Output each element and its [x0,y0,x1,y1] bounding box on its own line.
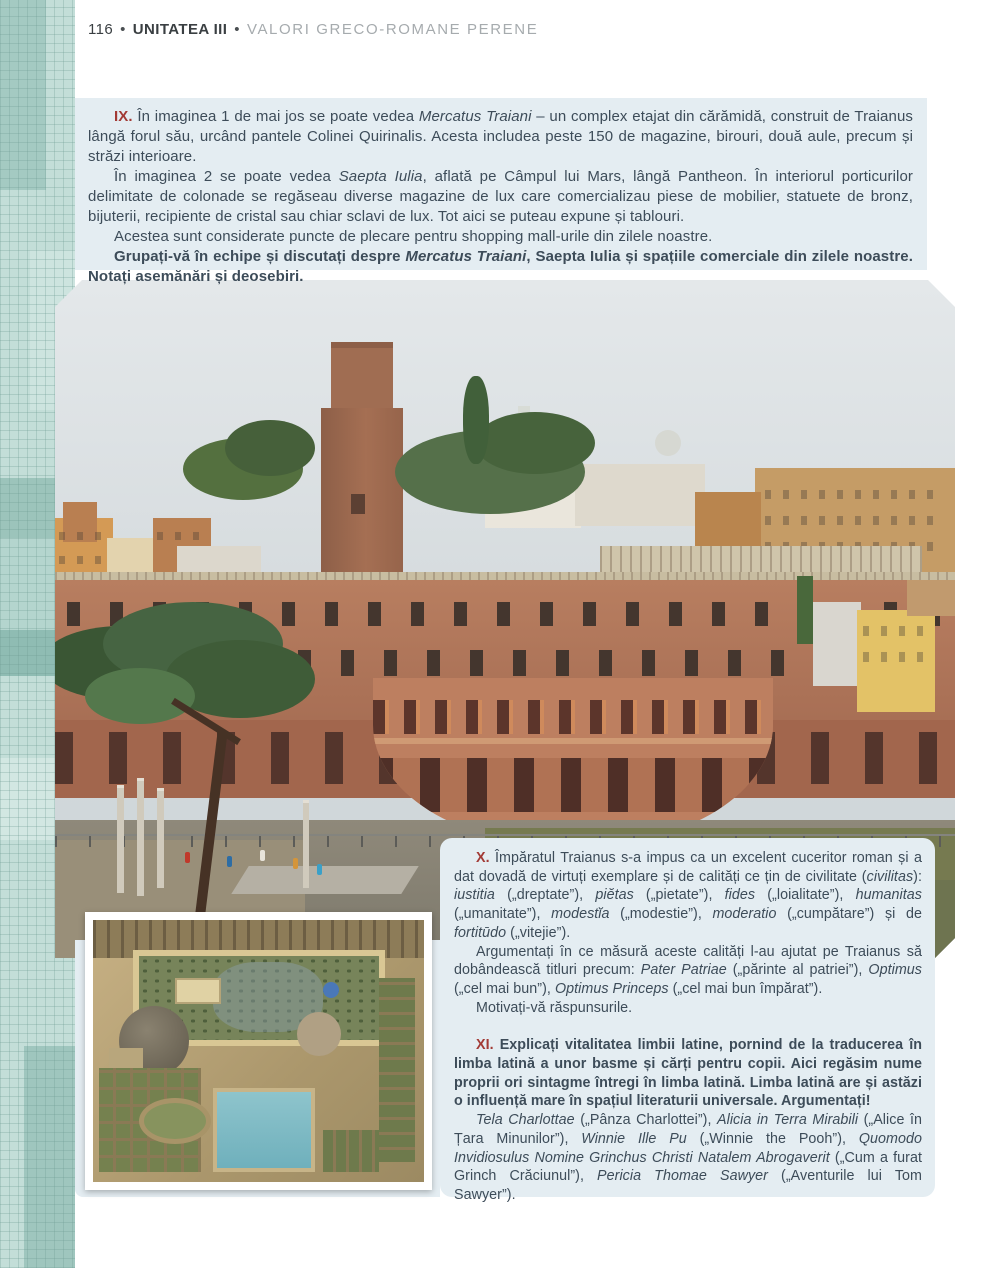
model-dome [297,1012,341,1056]
unit-subtitle: VALORI GRECO-ROMANE PERENE [246,21,539,38]
pedestrian [185,852,190,863]
pedestrian [293,858,298,869]
photo-background-building [575,464,705,526]
paragraph-x-3: Motivați-vă răspunsurile. [476,999,633,1016]
header-separator: • [234,21,240,38]
paragraph-ix-2: În imaginea 2 se poate vedea Saepta Iulia, aflată pe Câmpul lui Mars, lângă Pantheon. În interiorul porticurilor delimitate de colonade se regăseau diverse magazine de lux care comercializau piese de mobilier, statuete de bronz, bijuterii, recipiente de cristal sau chiar sclavi de lux. Tot aici se puteau expune și tablouri. [88,168,913,225]
header-separator: • [120,21,126,38]
mosaic-patch [24,1046,75,1268]
photo-tower-window [351,494,365,514]
model-pool [213,1088,315,1172]
photo-ancient-column [303,800,309,888]
photo-window-row [863,652,929,662]
photo-window-row [157,532,207,540]
photo-window-row [59,532,109,540]
photo-arch-row [373,700,773,734]
section-x-xi-panel [440,838,935,1203]
page-header [88,21,538,38]
photo-torre-milizie [331,342,393,414]
photo-window-row [59,556,109,564]
paragraph-x-1: X. Împăratul Traianus s-a impus ca un excelent cuceritor roman și a dat dovadă de virtuți exemplare și de calități ce țin de civilitate (civilitas): iustitia („dreptate”), piĕtas („pietate”), fides („loialitate”), humanitas („umanitate”), modestĭa („modestie”), moderatio („cumpătare”) și de fortitūdo („vitejie”). [454,850,922,941]
photo-window-row [863,626,929,636]
paragraph-xi-2: Tela Charlottae („Pânza Charlottei”), Alicia in Terra Mirabili („Alice în Țara Minunilor”), Winnie Ille Pu („Winnie the Pooh”), Quomodo Invidiosulus Nomine Grinchus Christi Natalem Abrogaverit („Cum a furat Grinch Crăciunul”), Pericia Thomae Sawyer („Aventurile lui Tom Sawyer”). [454,1112,922,1203]
paragraph-x-2: Argumentați în ce măsură aceste calități l-au ajutat pe Traianus să dobândească titluri precum: Pater Patriae („părinte al patriei”), Optimus („cel mai bun”), Optimus Princeps („cel mai bun împărat”). [454,943,922,997]
inset-model-saepta-iulia [85,912,432,1190]
photo-brick-band [373,738,773,744]
unit-title: UNITATEA III [132,21,228,38]
model-temple [175,978,221,1004]
photo-ivy [797,576,813,644]
model-fountain [323,982,339,998]
paragraph-ix-1: IX. În imaginea 1 de mai jos se poate vedea Mercatus Traiani – un complex etajat din cărămidă, construit de Traianus lângă forul său, urcând pantele Colinei Quirinalis. Acesta includea peste 150 de magazine, birouri, două aule, precum și străzi interioare. [88,108,913,165]
photo-window-row [765,516,945,525]
photo-arch-row [373,758,773,812]
section-ix-panel [75,98,927,285]
photo-pine-tree [475,412,595,474]
photo-background-building [907,580,955,616]
photo-cypress-tree [463,376,489,464]
photo-church-dome [655,430,681,456]
photo-window-row [765,490,945,499]
model-stadium-oval [139,1098,211,1144]
pedestrian [260,850,265,861]
photo-walkway [231,866,418,894]
paragraph-xi-1: XI. Explicați vitalitatea limbii latine, pornind de la traducerea în limba latină a unor basme și cărți pentru copii. Aici regăsim nume proprii ori sintagme întregi în limba latină. Limba latină are și astăzi o influență mare în spațiul literaturii universale. Argumentați! [454,1037,922,1110]
page-number: 116 [88,21,114,38]
model-gardens [323,1130,379,1172]
photo-foreground-pine [85,668,195,724]
pedestrian [317,864,322,875]
photo-ancient-column [157,788,164,888]
photo-ancient-column [117,785,124,893]
mosaic-patch [0,0,46,190]
pedestrian [227,856,232,867]
photo-pine-tree [225,420,315,476]
model-gardens [379,978,415,1162]
paragraph-ix-3: Acestea sunt considerate puncte de plecare pentru shopping mall-urile din zilele noastre. [114,228,713,245]
paragraph-ix-4: Grupați-vă în echipe și discutați despre Mercatus Traiani, Saepta Iulia și spațiile comerciale din zilele noastre. Notați asemănări și deosebiri. [88,248,913,285]
photo-ancient-column [137,778,144,896]
photo-background-building [813,602,861,686]
